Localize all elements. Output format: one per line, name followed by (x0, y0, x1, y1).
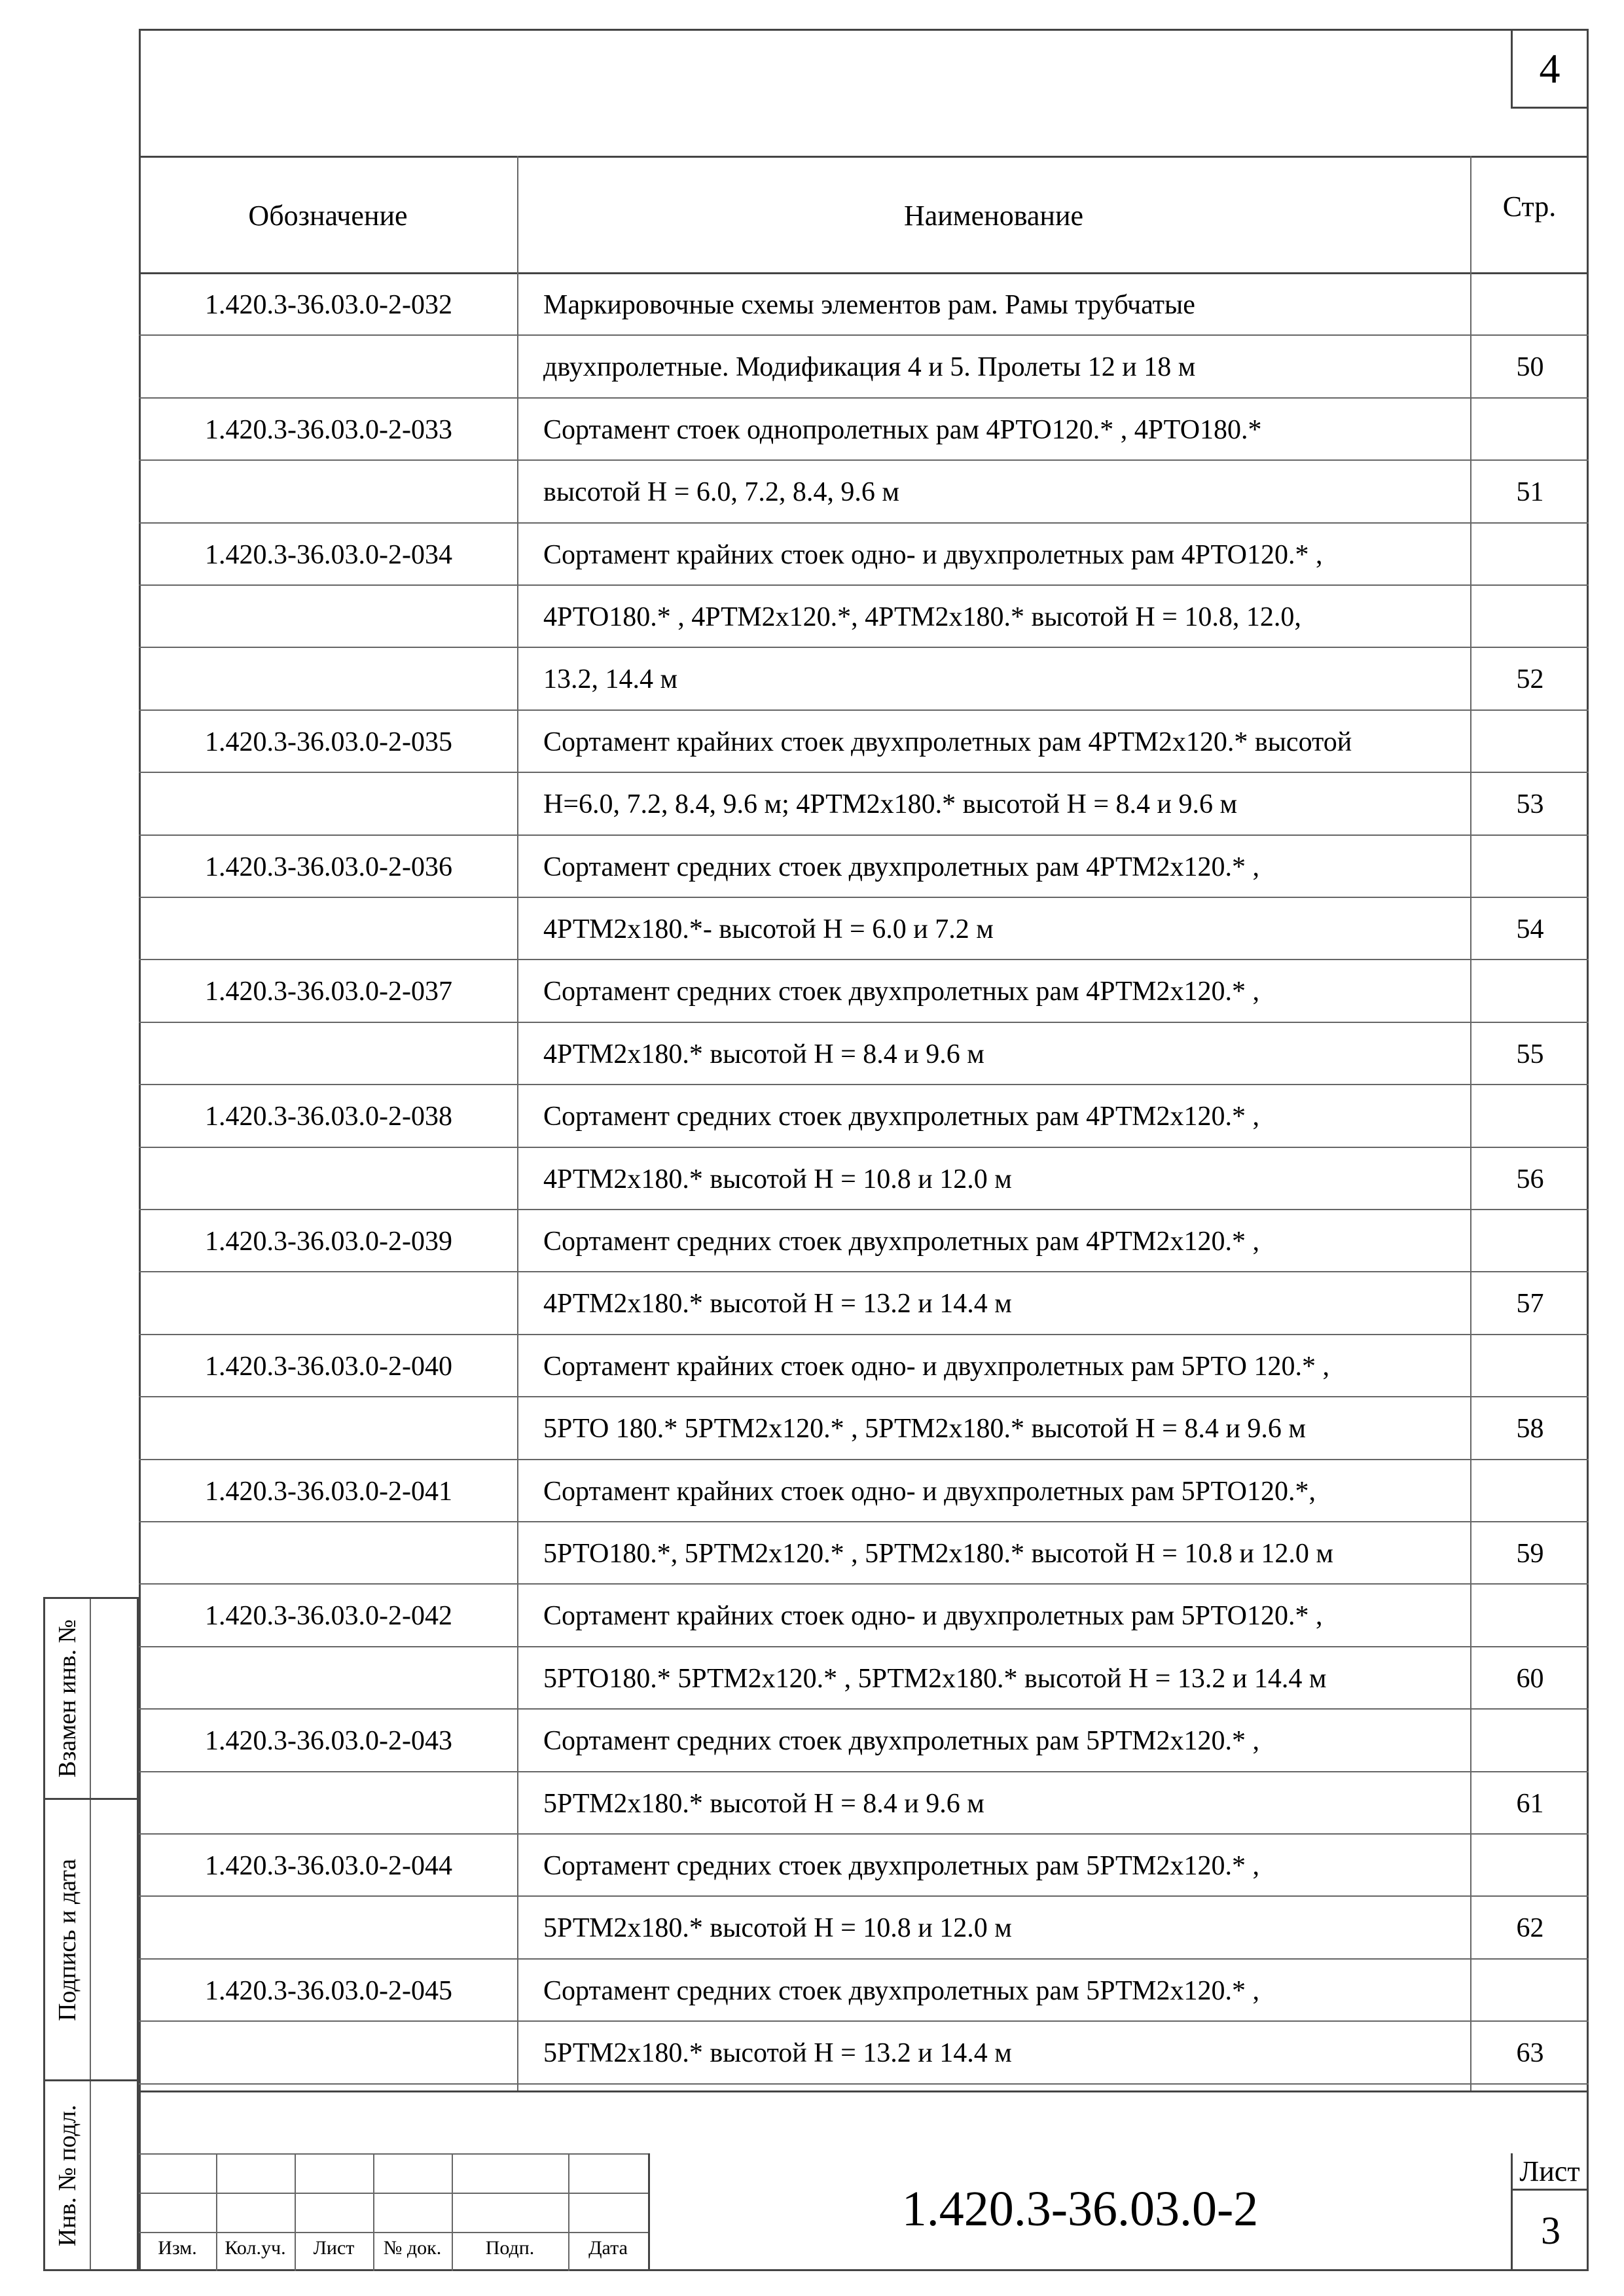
table-row (139, 1460, 1589, 1522)
row-code (139, 461, 518, 524)
title-label-count: Кол.уч. (225, 2237, 286, 2259)
row-name: 5РТО180.*, 5РТМ2х120.* , 5РТМ2х180.* высотой Н = 10.8 и 12.0 м (543, 1539, 1333, 1569)
table-row (139, 836, 1589, 898)
row-name: двухпролетные. Модификация 4 и 5. Пролеты 12 и 18 м (543, 352, 1196, 383)
row-name: 4РТМ2х180.* высотой Н = 8.4 и 9.6 м (543, 1039, 984, 1069)
row-name: Сортамент средних стоек двухпролетных рам 5РТМ2х120.* , (543, 1975, 1259, 2006)
row-code: 1.420.3-36.03.0-2-035 (205, 726, 452, 757)
title-block-grid-line-1 (139, 2153, 649, 2155)
row-page (1471, 524, 1589, 586)
table-row (139, 1210, 1589, 1272)
row-page: 63 (1516, 2038, 1544, 2069)
side-stamp-inv-original (43, 2081, 139, 2271)
table-row (139, 2022, 1589, 2084)
row-code: 1.420.3-36.03.0-2-034 (205, 539, 452, 570)
row-name: Сортамент средних стоек двухпролетных рам 5РТМ2х120.* , (543, 1726, 1259, 1757)
row-name: Сортамент крайних стоек одно- и двухпролетных рам 5РТО120.* , (543, 1601, 1323, 1632)
table-row (139, 336, 1589, 398)
row-name: 5РТО 180.* 5РТМ2х120.* , 5РТМ2х180.* высотой Н = 8.4 и 9.6 м (543, 1414, 1306, 1444)
row-code: 1.420.3-36.03.0-2-040 (205, 1351, 452, 1382)
row-name: высотой Н = 6.0, 7.2, 8.4, 9.6 м (543, 477, 900, 508)
row-page: 58 (1516, 1414, 1544, 1444)
row-name: Сортамент средних стоек двухпролетных рам 4РТМ2х120.* , (543, 977, 1259, 1007)
table-row (139, 1710, 1589, 1772)
row-name: Сортамент средних стоек двухпролетных рам 5РТМ2х120.* , (543, 1851, 1259, 1881)
title-label-date: Дата (588, 2237, 628, 2259)
row-page (1471, 960, 1589, 1023)
row-page: 55 (1516, 1039, 1544, 1069)
table-bottom-line (139, 2090, 1589, 2092)
row-page (1471, 586, 1589, 649)
table-row (139, 274, 1589, 336)
side-stamp-replaced-inv (43, 1597, 139, 1800)
title-label-sheet: Лист (313, 2237, 355, 2259)
row-code: 1.420.3-36.03.0-2-037 (205, 977, 452, 1007)
table-row (139, 1085, 1589, 1147)
row-page: 60 (1516, 1663, 1544, 1694)
row-page (1471, 711, 1589, 774)
row-code (139, 1148, 518, 1211)
row-name: Н=6.0, 7.2, 8.4, 9.6 м; 4РТМ2х180.* высотой Н = 8.4 и 9.6 м (543, 789, 1238, 820)
row-code (139, 336, 518, 399)
table-row (139, 1148, 1589, 1210)
row-page: 52 (1516, 664, 1544, 695)
row-code (139, 1272, 518, 1335)
table-row (139, 1522, 1589, 1585)
row-name: Сортамент крайних стоек одно- и двухпролетных рам 5РТО 120.* , (543, 1351, 1329, 1382)
row-page (1471, 1210, 1589, 1273)
corner-page-number: 4 (1511, 29, 1589, 109)
table-row (139, 960, 1589, 1022)
row-name: 4РТМ2х180.*- высотой Н = 6.0 и 7.2 м (543, 914, 994, 944)
row-code (139, 898, 518, 961)
row-code: 1.420.3-36.03.0-2-033 (205, 414, 452, 445)
row-name: 4РТО180.* , 4РТМ2х120.*, 4РТМ2х180.* высотой Н = 10.8, 12.0, (543, 602, 1301, 632)
row-name: 4РТМ2х180.* высотой Н = 13.2 и 14.4 м (543, 1289, 1012, 1319)
row-code: 1.420.3-36.03.0-2-036 (205, 852, 452, 882)
side-stamp-signature-date (43, 1800, 139, 2081)
row-page: 61 (1516, 1788, 1544, 1819)
row-page: 54 (1516, 914, 1544, 944)
row-code: 1.420.3-36.03.0-2-039 (205, 1227, 452, 1257)
row-code (139, 1023, 518, 1086)
table-row (139, 1772, 1589, 1835)
sheet-number: 3 (1511, 2189, 1589, 2271)
row-page (1471, 274, 1589, 336)
table-row (139, 1397, 1589, 1460)
row-code (139, 1897, 518, 1960)
table-row (139, 1335, 1589, 1397)
table-row (139, 1897, 1589, 1959)
side-label-signature-date: Подпись и дата (54, 1858, 81, 2021)
side-label-inv-original: Инв. № подл. (54, 2104, 81, 2246)
row-page: 50 (1516, 352, 1544, 383)
document-number: 1.420.3-36.03.0-2 (901, 2181, 1259, 2236)
row-code (139, 586, 518, 649)
row-code (139, 1772, 518, 1835)
row-page (1471, 399, 1589, 461)
title-label-signature: Подп. (485, 2237, 535, 2259)
table-row (139, 773, 1589, 835)
header-page: Стр. (1502, 190, 1557, 223)
row-code (139, 1522, 518, 1585)
row-name: 5РТО180.* 5РТМ2х120.* , 5РТМ2х180.* высотой Н = 13.2 и 14.4 м (543, 1663, 1327, 1694)
side-label-replaced-inv: Взамен инв. № (54, 1619, 81, 1778)
row-name: Маркировочные схемы элементов рам. Рамы трубчатые (543, 290, 1195, 320)
row-page: 59 (1516, 1539, 1544, 1569)
row-code (139, 648, 518, 711)
table-row (139, 898, 1589, 960)
table-row (139, 1585, 1589, 1647)
row-code: 1.420.3-36.03.0-2-041 (205, 1476, 452, 1507)
row-code: 1.420.3-36.03.0-2-044 (205, 1851, 452, 1881)
title-label-change: Изм. (158, 2237, 197, 2259)
table-row (139, 586, 1589, 648)
row-page (1471, 1710, 1589, 1772)
table-row (139, 1272, 1589, 1335)
sheet-label: Лист (1519, 2155, 1580, 2187)
row-code (139, 2022, 518, 2085)
table-row (139, 461, 1589, 523)
row-page (1471, 1835, 1589, 1897)
table-row (139, 524, 1589, 586)
header-designation: Обозначение (248, 199, 408, 232)
row-page (1471, 1960, 1589, 2022)
row-name: 4РТМ2х180.* высотой Н = 10.8 и 12.0 м (543, 1164, 1012, 1194)
table-row (139, 1023, 1589, 1085)
row-name: 5РТМ2х180.* высотой Н = 8.4 и 9.6 м (543, 1788, 984, 1819)
row-page: 53 (1516, 789, 1544, 820)
row-page: 57 (1516, 1289, 1544, 1319)
row-name: 5РТМ2х180.* высотой Н = 10.8 и 12.0 м (543, 1913, 1012, 1944)
row-code: 1.420.3-36.03.0-2-045 (205, 1975, 452, 2006)
row-name: Сортамент средних стоек двухпролетных рам 4РТМ2х120.* , (543, 852, 1259, 882)
row-name: Сортамент крайних стоек одно- и двухпролетных рам 4РТО120.* , (543, 539, 1323, 570)
table-row (139, 1835, 1589, 1897)
row-page: 62 (1516, 1913, 1544, 1944)
row-page (1471, 1460, 1589, 1523)
row-page (1471, 1335, 1589, 1398)
row-name: Сортамент средних стоек двухпролетных рам 4РТМ2х120.* , (543, 1227, 1259, 1257)
table-row (139, 711, 1589, 773)
row-page (1471, 836, 1589, 899)
row-code: 1.420.3-36.03.0-2-043 (205, 1726, 452, 1757)
title-block-grid-line-3 (139, 2232, 649, 2233)
row-page (1471, 1085, 1589, 1148)
row-code (139, 1647, 518, 1710)
table-row (139, 1647, 1589, 1710)
title-block-grid-line-2 (139, 2193, 649, 2194)
row-code: 1.420.3-36.03.0-2-038 (205, 1102, 452, 1132)
row-page: 56 (1516, 1164, 1544, 1194)
table-row (139, 399, 1589, 461)
table-row (139, 1960, 1589, 2022)
row-code (139, 1397, 518, 1460)
row-code: 1.420.3-36.03.0-2-042 (205, 1601, 452, 1632)
row-name: Сортамент стоек однопролетных рам 4РТО120.* , 4РТО180.* (543, 414, 1262, 445)
row-name: Сортамент средних стоек двухпролетных рам 4РТМ2х120.* , (543, 1102, 1259, 1132)
row-name: 5РТМ2х180.* высотой Н = 13.2 и 14.4 м (543, 2038, 1012, 2069)
row-name: Сортамент крайних стоек одно- и двухпролетных рам 5РТО120.*, (543, 1476, 1316, 1507)
row-code: 1.420.3-36.03.0-2-032 (205, 290, 452, 320)
header-name: Наименование (903, 199, 1084, 232)
table-row (139, 648, 1589, 710)
row-name: Сортамент крайних стоек двухпролетных рам 4РТМ2х120.* высотой (543, 726, 1352, 757)
title-label-doc-number: № док. (383, 2237, 442, 2259)
row-page (1471, 1585, 1589, 1647)
row-name: 13.2, 14.4 м (543, 664, 678, 695)
row-code (139, 773, 518, 836)
row-page: 51 (1516, 477, 1544, 508)
